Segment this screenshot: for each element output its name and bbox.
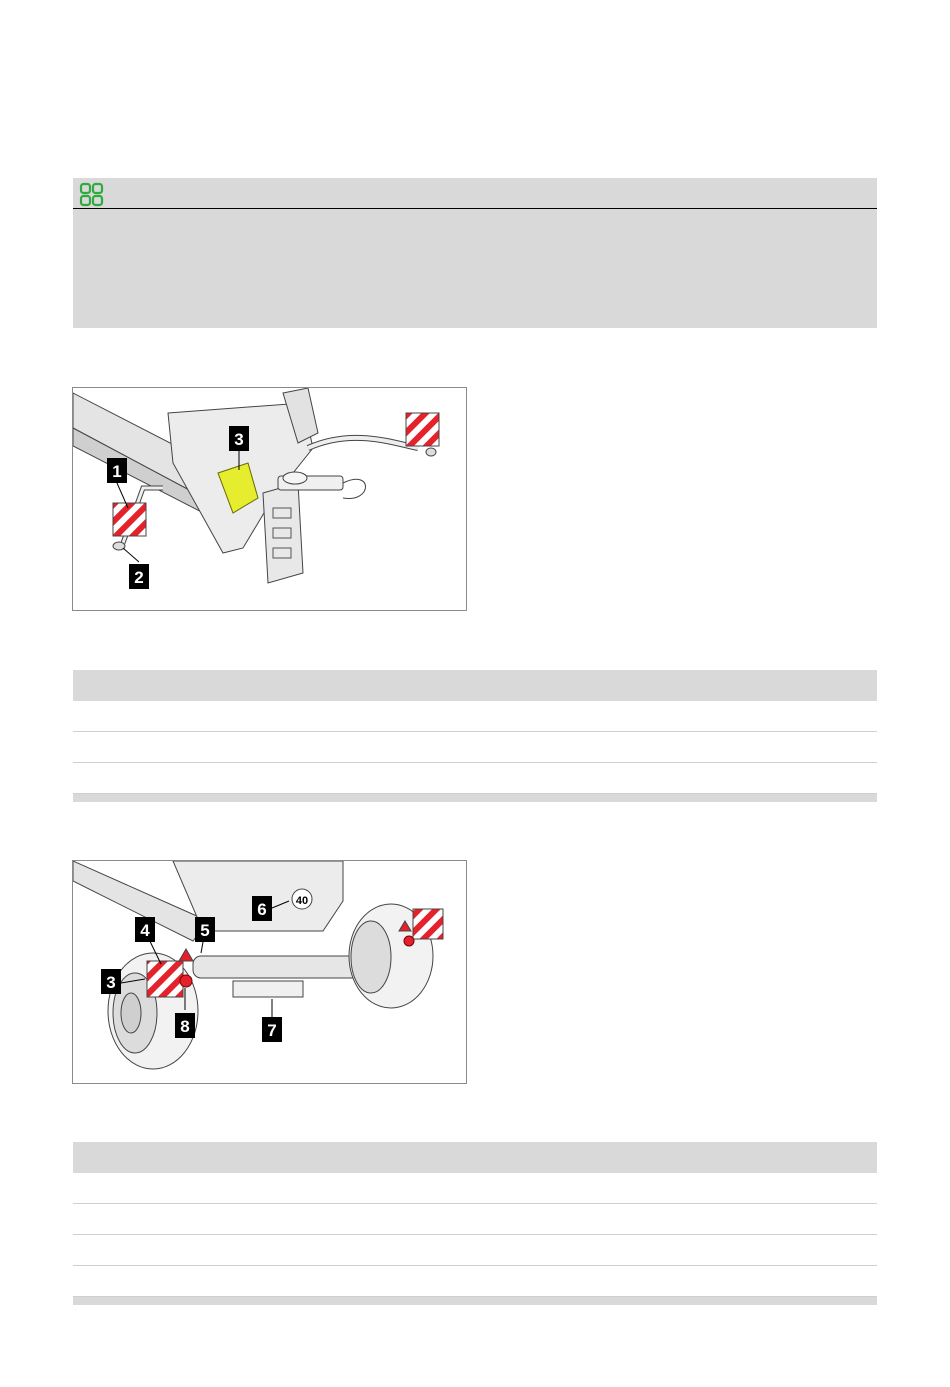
svg-text:40: 40 — [295, 895, 309, 907]
callout-1 — [107, 458, 127, 483]
table-header — [73, 670, 877, 701]
four-squares-icon — [79, 182, 105, 208]
note-header — [73, 178, 877, 209]
table-row — [73, 1204, 877, 1235]
svg-text:2: 2 — [134, 568, 144, 587]
callout-3 — [101, 969, 121, 994]
figure-axle-lighting — [72, 860, 467, 1084]
figure-drawbar-lighting — [72, 387, 467, 611]
svg-text:3: 3 — [234, 430, 244, 449]
table-row — [73, 732, 877, 763]
table-footer — [73, 1297, 877, 1305]
callout-8 — [175, 1013, 195, 1038]
note-box — [73, 178, 877, 328]
callout-3 — [229, 426, 249, 451]
svg-text:8: 8 — [180, 1017, 190, 1036]
svg-text:3: 3 — [106, 973, 116, 992]
drawbar-illustration — [73, 388, 466, 610]
table-footer — [73, 794, 877, 802]
table-header — [73, 1142, 877, 1173]
table-row — [73, 1266, 877, 1297]
svg-text:5: 5 — [200, 921, 210, 940]
table-row — [73, 1173, 877, 1204]
callout-5 — [195, 917, 215, 942]
axle-illustration — [73, 861, 466, 1083]
svg-text:4: 4 — [140, 921, 150, 940]
speed-sign-icon — [292, 889, 312, 909]
table-row — [73, 763, 877, 794]
svg-text:6: 6 — [257, 900, 267, 919]
legend-table-1 — [73, 670, 877, 802]
callout-7 — [262, 1017, 282, 1042]
callout-2 — [129, 564, 149, 589]
table-row — [73, 1235, 877, 1266]
callout-4 — [135, 917, 155, 942]
callout-6 — [252, 896, 272, 921]
table-row — [73, 701, 877, 732]
svg-text:7: 7 — [267, 1021, 277, 1040]
legend-table-2 — [73, 1142, 877, 1305]
svg-text:1: 1 — [112, 462, 122, 481]
